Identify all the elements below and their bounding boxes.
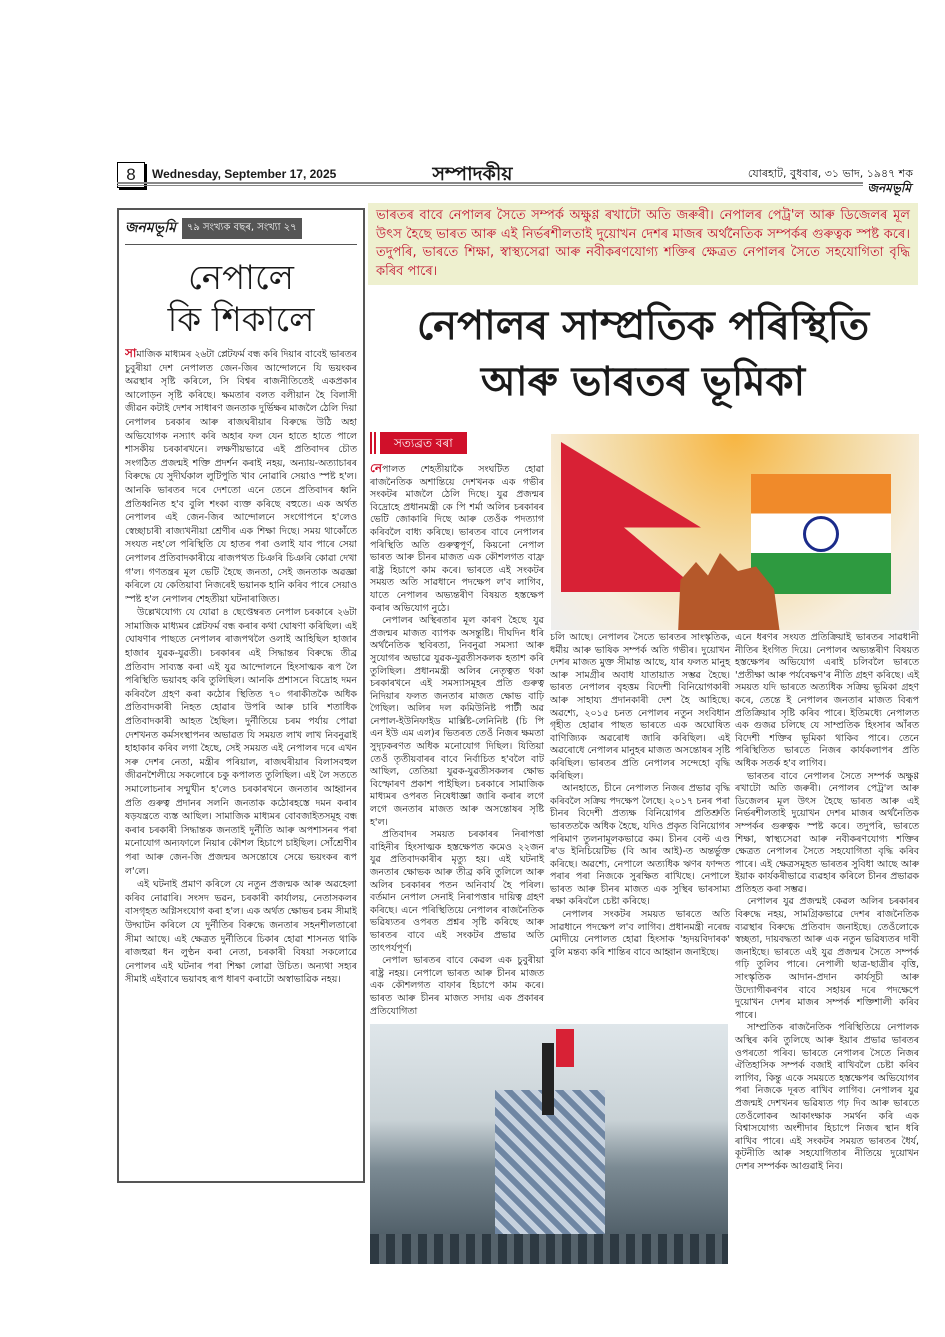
article-paragraph: ভাৰতৰ বাবে নেপালৰ সৈতে সম্পৰ্ক অক্ষুণ্ণ ৰখাটো অতি জৰুৰী। নেপালৰ পেট্ৰ'ল আৰু ডিজেলৰ মূল উৎস হৈছে ভাৰত আৰু এই নিৰ্ভৰশীলতাই দুয়োখন দেশৰ মাজৰ অৰ্থনৈতিক সম্পৰ্কৰ গুৰুত্বক স্পষ্ট কৰে। তদুপৰি, ভাৰতে শিক্ষা, স্বাস্থ্যসেৱা আৰু নবীকৰণযোগ্য শক্তিৰ ক্ষেত্ৰত নেপালৰ সৈতে সহযোগিতা বৃদ্ধি কৰিব পাৰে। এই ক্ষেত্ৰসমূহত ভাৰতৰ সুবিধা আছে আৰু ইয়াক কাৰ্যকৰীভাৱে ব্যৱহাৰ কৰিলে চীনৰ প্ৰভাৱক প্ৰতিহত কৰা সম্ভৱ। (735, 770, 919, 895)
nepal-india-flags-image (551, 434, 919, 630)
dateline: যোৰহাট, বুধবাৰ, ৩১ ভাদ, ১৯৪৭ শক (747, 167, 913, 180)
byline: সত্যব্ৰত বৰা (380, 432, 467, 454)
protester-figure (542, 1043, 554, 1115)
byline-marker (370, 432, 376, 454)
editorial-header (125, 216, 357, 245)
header-rule (117, 182, 895, 186)
page-number: 8 (117, 162, 145, 188)
article-headline (368, 298, 918, 410)
drop-cap: সা (125, 347, 137, 360)
issue-date: Wednesday, September 17, 2025 (152, 167, 337, 181)
article-paragraph: আনহাতে, চীনে নেপালত নিজৰ প্ৰভাৱ বৃদ্ধি কৰিবলৈ সক্ৰিয় পদক্ষেপ লৈছে। ২০১৭ চনৰ পৰা চীনৰ বিদেশী প্ৰত্যক্ষ বিনিয়োগৰ প্ৰতিশ্ৰুতি ভাৰততকৈ অধিক হৈছে, যদিও প্ৰকৃত বিনিয়োগৰ পৰিমাণ তুলনামূলকভাৱে কম। চীনৰ বেল্ট এণ্ড ৰ'ড ইনিচিয়েটিভ (বি আৰ আই)-ত অন্তৰ্ভুক্ত কৰিছে। অৱশ্যে, নেপালে অত্যধিক ঋণৰ ফান্দত পৰাৰ পৰা নিজকে সুৰক্ষিত ৰাখিছে। নেপালে ভাৰত আৰু চীনৰ মাজত এক সুস্থিৰ ভাৰসাম্য ৰক্ষা কৰিবলৈ চেষ্টা কৰিছে। (550, 783, 730, 908)
editorial-title (125, 257, 357, 341)
paragraph-text: পালত শেহতীয়াকৈ সংঘটিত হোৱা ৰাজনৈতিক অশান্তিয়ে দেশখনক এক গভীৰ সংকটৰ মাজলৈ ঠেলি দিছে। যুৱ প্ৰজন্মৰ বিদ্ৰোহে প্ৰধানমন্ত্ৰী কে পি শৰ্মা অলিৰ চৰকাৰৰ ভেটি জোকাৰি দিছে আৰু তেওঁক পদত্যাগ কৰিবলৈ বাধ্য কৰিছে। ভাৰতৰ বাবে নেপালৰ পৰিস্থিতি অতি গুৰুত্বপূৰ্ণ, কিয়নো নেপাল ভাৰত আৰু চীনৰ মাজত এক কৌশলগত বাফ্ৰ ৰাষ্ট্ৰ হিচাপে কাম কৰে। ভাৰতে এই সংকটৰ সময়ত অতি সাৱধানে পদক্ষেপ ল'ব লাগিব, যাতে নেপালৰ অভ্যন্তৰীণ বিষয়ত হস্তক্ষেপ কৰাৰ অভিযোগ নুঠে। (370, 464, 544, 614)
article-paragraph: নেপালৰ অস্থিৰতাৰ মূল কাৰণ হৈছে যুৱ প্ৰজন্মৰ মাজত ব্যাপক অসন্তুষ্টি। দীঘদিন ধৰি অৰ্থনৈতিক স্থবিৰতা, নিবনুৱা সমস্যা আৰু সুযোগৰ অভাৱে যুৱক-যুৱতীসকলক হতাশ কৰি তুলিছিল। প্ৰধানমন্ত্ৰী অলিৰ নেতৃত্বত থকা চৰকাৰখনে এই সমস্যাসমূহৰ প্ৰতি গুৰুত্ব নিদিয়াৰ ফলত জনতাৰ মাজত ক্ষোভ বাঢ়ি গৈছিল। অলিৰ দল কমিউনিষ্ট পাৰ্টী অৱ নেপাল-ইউনিফাইড মাৰ্ক্সিষ্ট-লেনিনিষ্ট (চি পি এন ইউ এম এল)ৰ ভিতৰত তেওঁ নিজৰ ক্ষমতা সুদৃঢ়কৰণত অধিক মনোযোগ দিছিল। যিতিয়া তেওঁ তৃতীয়বাৰৰ বাবে নিৰ্বাচিত হ'বলৈ বাট আছিল, তেতিয়া যুৱক-যুৱতীসকলৰ ক্ষোভ বিস্ফোৰণ প্ৰকাশ পাইছিল। চৰকাৰে সামাজিক মাধ্যমৰ ওপৰত নিষেধাজ্ঞা জাৰি কৰাৰ লগে লগে জনতাৰ মাজত আৰু অসন্তোষৰ সৃষ্টি হ'ল। (370, 615, 544, 828)
drop-cap: নে (370, 461, 383, 475)
protest-photo (370, 1024, 728, 1264)
article-paragraph: নেপালৰ যুৱ প্ৰজন্মই কেৱল অলিৰ চৰকাৰৰ বিৰুদ্ধে নহয়, সামগ্ৰিকভাৱে দেশৰ ৰাজনৈতিক ব্যৱস্থাৰ বিৰুদ্ধে প্ৰতিবাদ জনাইছে। তেওঁলোকে স্বচ্ছতা, দায়বদ্ধতা আৰু এক নতুন ভৱিষ্যতৰ দাবী জনাইছে। ভাৰতে এই যুৱ প্ৰজন্মৰ সৈতে সম্পৰ্ক গঢ়ি তুলিব পাৰে। নেপালী ছাত্ৰ-ছাত্ৰীৰ বৃত্তি, সাংস্কৃতিক আদান-প্ৰদান কাৰ্যসূচী আৰু উদ্যোগীকৰণৰ বাবে সহায়ৰ দৰে পদক্ষেপে দুয়োখন দেশৰ মাজৰ সম্পৰ্ক শক্তিশালী কৰিব পাৰে। (735, 896, 919, 1021)
editorial-title-line2: কি শিকালে (167, 300, 315, 340)
article-paragraph: চলি আছে। নেপালৰ সৈতে ভাৰতৰ সাংস্কৃতিক, ধৰ্মীয় আৰু ভাষিক সম্পৰ্ক অতি গভীৰ। দুয়োখন দেশৰ মাজত মুক্ত সীমান্ত আছে, যাৰ ফলত মানুহ আৰু সামগ্ৰীৰ অবাধ যাতায়াত সম্ভৱ হৈছে। ভাৰত নেপালৰ বৃহত্তম বিদেশী বিনিয়োগকাৰী আৰু সাহায্য প্ৰদানকাৰী দেশ হৈ আহিছে। অৱশ্যে, ২০১৫ চনত নেপালৰ নতুন সংবিধান গৃহীত হোৱাৰ পাছত ভাৰতে এক অঘোষিত বাণিজ্যিক অৱৰোধ জাৰি কৰিছিল। এই অৱৰোধে নেপালৰ মানুহৰ মাজত অসন্তোষৰ সৃষ্টি কৰিছিল। ভাৰতৰ প্ৰতি নেপালৰ সন্দেহো বৃদ্ধি কৰিছিল। (550, 632, 730, 782)
article-paragraph: প্ৰতিবাদৰ সময়ত চৰকাৰৰ নিৰাপত্তা বাহিনীৰ হিংসাত্মক হস্তক্ষেপত কমেও ২২জন যুৱ প্ৰতিবাদকাৰীৰ মৃত্যু হয়। এই ঘটনাই জনতাৰ ক্ষোভক আৰু তীব্ৰ কৰি তুলিলে আৰু অলিৰ চৰকাৰৰ পতন অনিবাৰ্য হৈ পৰিল। বৰ্তমান নেপাল সেনাই নিৰাপত্তাৰ দায়িত্ব গ্ৰহণ কৰিছে। এনে পৰিস্থিতিয়ে নেপালৰ ৰাজনৈতিক ভৱিষ্যতৰ ওপৰত প্ৰশ্নৰ সৃষ্টি কৰিছে আৰু ভাৰতৰ বাবে এই সংকটৰ প্ৰভাৱ অতি তাৎপৰ্যপূৰ্ণ। (370, 829, 544, 954)
editorial-paragraph (125, 347, 357, 606)
editorial-paragraph: এই ঘটনাই প্ৰমাণ কৰিলে যে নতুন প্ৰজন্মক আৰু অৱহেলা কৰিব নোৱাৰি। সংসদ ভৱন, চৰকাৰী কাৰ্যালয়, নেতাসকলৰ বাসগৃহত অগ্নিসংযোগ কৰা হ'ল। এক অৰ্থত ক্ষোভৰ চৰম সীমাই উদ্ঘাটন কৰিলে যে দুৰ্নীতিৰ বিৰুদ্ধে জনতাৰ সহনশীলতাৰো সীমা আছে। এই ক্ষেত্ৰত দুৰ্নীতিৰে চিকাৰ হোৱা শাসনত থাকি ৰাজহুৱা ধন লুণ্ঠন কৰা নেতা, চৰকাৰী বিষয়া সকলোৱে নেপালৰ এই ঘটনাৰ পৰা শিক্ষা লোৱা উচিত। অন্যথা সহ্যৰ সীমাই এইবাৰে ভয়াবহ ৰূপ ধাৰণ কৰাটো অস্বাভাৱিক নহয়। (125, 879, 357, 986)
editorial-logo: জনমভূমি (125, 220, 176, 236)
article-paragraph: এনে ধৰণৰ সংযত প্ৰতিক্ৰিয়াই ভাৰতৰ সাৱধানী নীতিৰ ইংগিত দিয়ে। নেপালৰ অভ্যন্তৰীণ বিষয়ত হস্তক্ষেপৰ অভিযোগ এৰাই চলিবলৈ ভাৰতে 'প্ৰতীক্ষা আৰু পৰ্যবেক্ষণ'ৰ নীতি গ্ৰহণ কৰিছে। এই সময়ত যদি ভাৰতে অত্যধিক সক্ৰিয় ভূমিকা গ্ৰহণ কৰে, তেন্তে ই নেপালৰ জনতাৰ মাজত বিৰূপ প্ৰতিক্ৰিয়াৰ সৃষ্টি কৰিব পাৰে। ইতিমধ্যে নেপালত এক গুজৱ চলিছে যে সাম্প্ৰতিক হিংসাৰ আঁৰত বিদেশী শক্তিৰ ভূমিকা থাকিব পাৰে। তেনে পৰিস্থিতিত ভাৰতে নিজৰ কাৰ্যকলাপৰ প্ৰতি অধিক সতৰ্ক হ'ব লাগিব। (735, 632, 919, 769)
crowd (370, 1234, 728, 1264)
article-paragraph: নেপালৰ সংকটৰ সময়ত ভাৰতে অতি সাৱধানে পদক্ষেপ ল'ব লাগিব। প্ৰধানমন্ত্ৰী নৰেন্দ্ৰ মোদীয়ে নেপালত হোৱা হিংসাক 'হৃদয়বিদাৰক' বুলি মন্তব্য কৰি শান্তিৰ বাবে আহ্বান জনাইছে। (550, 909, 730, 958)
editorial-box (117, 208, 365, 1183)
editorial-title-line1: নেপালে (187, 258, 295, 298)
editorial-body (125, 347, 357, 1167)
article-paragraph: সাম্প্ৰতিক ৰাজনৈতিক পৰিস্থিতিয়ে নেপালক অস্থিৰ কৰি তুলিছে আৰু ইয়াৰ প্ৰভাৱ ভাৰতৰ ওপৰতো পৰিব। ভাৰতে নেপালৰ সৈতে নিজৰ ঐতিহাসিক সম্পৰ্ক বজাই ৰাখিবলৈ চেষ্টা কৰিব লাগিব, কিন্তু একে সময়তে হস্তক্ষেপৰ অভিযোগৰ পৰা নিজকে দূৰত ৰাখিব লাগিব। নেপালৰ যুৱ প্ৰজন্মই দেশখনৰ ভৱিষ্যত গঢ় দিব আৰু ভাৰতে তেওঁলোকৰ আকাংক্ষাক সমৰ্থন কৰি এক বিশ্বাসযোগ্য অংশীদাৰ হিচাপে নিজৰ স্থান ধৰি ৰাখিব পাৰে। এই সংকটৰ সময়ত ভাৰতৰ ধৈৰ্য, কূটনীতি আৰু সহযোগিতাৰ নীতিয়ে দুয়োখন দেশৰ সম্পৰ্কক আগুৱাই নিব। (735, 1022, 919, 1172)
pull-quote: ভাৰতৰ বাবে নেপালৰ সৈতে সম্পৰ্ক অক্ষুণ্ণ ৰখাটো অতি জৰুৰী। নেপালৰ পেট্ৰ'ল আৰু ডিজেলৰ মূল উৎস হৈছে ভাৰত আৰু এই নিৰ্ভৰশীলতাই দুয়োখন দেশৰ মাজৰ অৰ্থনৈতিক সম্পৰ্কৰ গুৰুত্বক স্পষ্ট কৰে। তদুপৰি, ভাৰতে শিক্ষা, স্বাস্থ্যসেৱা আৰু নবীকৰণযোগ্য শক্তিৰ ক্ষেত্ৰত নেপালৰ সৈতে সহযোগিতা বৃদ্ধি কৰিব পাৰে। (368, 203, 918, 285)
headline-line2: আৰু ভাৰতৰ ভূমিকা (480, 359, 806, 405)
waved-flag-icon (556, 1029, 574, 1067)
issue-number: ৭৯ সংখ্যক বছৰ, সংখ্যা ২৭ (182, 218, 302, 239)
paragraph-text: মাজিক মাধ্যমৰ ২৬টা প্লেটফৰ্ম বন্ধ কৰি দিয়াৰ বাবেই ভাৰতৰ চুবুৰীয়া দেশ নেপালত জেন-জিৰ আন্দোলনে যি ভয়ংকৰ অৱস্থাৰ সৃষ্টি কৰিলে, সি বিশ্বৰ ৰাজনীতিতেই একপ্ৰকাৰ আলোড়ন সৃষ্টি কৰিছে। ক্ষমতাৰ বলত বলীয়ান হৈ বিলাসী জীৱন কটাই দেশৰ সাধাৰণ জনতাক দুৰ্ভিক্ষৰ মাজলৈ ঠেলি দিয়া নেপালৰ চৰকাৰ আৰু ৰাজঘৰীয়াৰ বিৰুদ্ধে উঠি অহা অভিযোগক নস্যাৎ কৰি অহাৰ ফল যেন হাতে হাতে পালে শাসকীয় চৰকাৰখনে। লক্ষণীয়ভাৱে এই প্ৰতিবাদৰ চৌত সংগঠিত প্ৰজন্মই শক্তি প্ৰদৰ্শন কৰাই নহয়, অন্যায়-অত্যাচাৰৰ বিৰুদ্ধে যে সুদীৰ্ঘকাল লুটিপুতি খাব নোৱাৰি সেয়াও স্পষ্ট হ'ল। আনকি ভাৰতৰ দৰে দেশতো এনে তেনে প্ৰতিবাদৰ ধ্বনি প্ৰতিধ্বনিত হ'ব বুলি শংকা ব্যক্ত কৰিছে বহুতে। এক অৰ্থত নেপালৰ এই জেন-জিৰ আন্দোলনে সংগোপনে হ'লেও স্বেচ্ছাচাৰী ৰাজ্যখনীয়া শ্ৰেণীৰ এক শিক্ষা দিছে। সময় থাকোঁতে সংযত নহ'লে পৰিস্থিতি যে হাতৰ পৰা ওলাই যাব পাৰে সেয়া নেপালৰ প্ৰতিবাদকাৰীয়ে ৰাজপথত চিঞৰি চিঞৰি কোৱা দেখা গ'ল। গণতন্ত্ৰৰ মূল ভেটি হৈছে জনতা, সেই জনতাক অৱজ্ঞা কৰিলে যে কেতিয়াবা নিজৰেই ভয়ানক হানি কৰিব পাৰে সেয়াও স্পষ্ট হ'ল নেপালৰ শেহতীয়া ঘটনাৰাজিত। (125, 349, 357, 605)
headline-line1: নেপালৰ সাম্প্ৰতিক পৰিস্থিতি (416, 303, 870, 349)
editorial-paragraph: উল্লেখযোগ্য যে যোৱা ৪ ছেপ্তেম্বৰত নেপাল চৰকাৰে ২৬টা সামাজিক মাধ্যমৰ প্লেটফৰ্ম বন্ধ কৰাৰ কথা ঘোষণা কৰিছিল। এই ঘোষণাৰ পাছতে নেপালৰ ৰাজপথলৈ ওলাই আহিছিল হাজাৰ হাজাৰ যুৱক-যুৱতী। চৰকাৰৰ এই সিদ্ধান্তৰ বিৰুদ্ধে তীব্ৰ প্ৰতিবাদ সাব্যস্ত কৰা এই যুৱ আন্দোলনে হিংসাত্মক ৰূপ লৈ পৰিস্থিতি ভয়াবহ কৰি তুলিছিল। আনকি প্ৰশাসনে বিদ্ৰোহ দমন কৰিবলৈ গ্ৰহণ কৰা কঠোৰ স্থিতিত ৭০ গৰাকীতকৈ অধিক প্ৰতিবাদকাৰী নিহত হোৱাৰ উপৰি আৰু চাৰি শতাধিক প্ৰতিবাদকাৰী আহত হৈছিল। দুৰ্নীতিয়ে চৰম পৰ্যায় পোৱা দেশখনত কৰ্মসংস্থাপনৰ অভাৱত যি সময়ত লাখ লাখ নিবনুৱাই হাহাকাৰ কৰিব লগা হৈছে, সেই সময়ত এই নেপালৰ দৰে এখন সৰু দেশৰ নেতা, মন্ত্ৰীৰ পৰিয়াল, ৰাজঘৰীয়াৰ বিলাসবহুল জীৱনশৈলীয়ে সকলোৰে চকু কপালত তুলিছিল। এই লৈ সততে সমালোচনাৰ সন্মুখীন হ'লেও চৰকাৰখনে জনতাৰ আহ্বানৰ প্ৰতি গুৰুত্ব প্ৰদানৰ সলনি জনতাক কঠোৰহস্তে দমন কৰাৰ ষড়যন্ত্ৰতে ব্যস্ত আছিল। সামাজিক মাধ্যমৰ বোবজাইতসমূহ বন্ধ কৰাৰ চৰকাৰী সিদ্ধান্তক জনতাই দুৰ্নীতি আৰু অপশাসনৰ পৰা মনোযোগ অন্যফালে নিয়াৰ কৌশল হিচাপে চাইছিল। সোঁশ্ৰেণীৰ পৰা আৰু জেন-জি প্ৰজন্মৰ অসন্তোষে সেয়ে ভয়ংকৰ ৰূপ ল'লে। (125, 607, 357, 877)
nepal-flag-icon (561, 442, 701, 592)
article-column-2 (550, 632, 730, 959)
ashoka-chakra-icon (803, 516, 839, 552)
section-title: সম্পাদকীয় (432, 163, 513, 185)
article-column-3 (735, 632, 919, 1174)
article-paragraph (370, 462, 544, 615)
article-paragraph: নেপাল ভাৰতৰ বাবে কেৱল এক চুবুৰীয়া ৰাষ্ট্ৰ নহয়। নেপালে ভাৰত আৰু চীনৰ মাজত এক কৌশলগত বাফাৰ হিচাপে কাম কৰে। ভাৰত আৰু চীনৰ মাজত সদায় এক প্ৰকাৰৰ প্ৰতিযোগিতা (370, 955, 544, 1017)
article-column-1 (370, 462, 544, 1018)
masthead-logo: জনমভূমি (863, 180, 915, 200)
